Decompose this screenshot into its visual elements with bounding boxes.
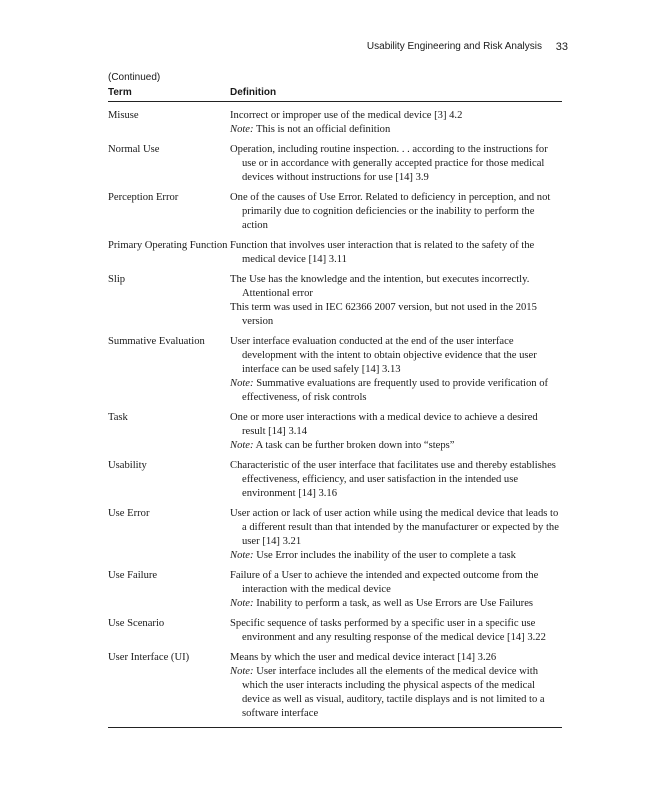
term-text: Normal Use <box>108 144 160 155</box>
page-number: 33 <box>555 41 568 53</box>
definition-paragraph <box>230 617 562 645</box>
table-row <box>108 236 562 270</box>
table-row <box>108 648 562 728</box>
table-row <box>108 140 562 188</box>
definition-paragraph <box>230 651 562 665</box>
definition-cell <box>230 236 562 270</box>
definition-paragraph <box>230 301 562 329</box>
table-row <box>108 456 562 504</box>
definition-text: Use Error includes the inability of the user to complete a task <box>253 550 516 561</box>
definition-note <box>230 597 562 611</box>
definition-text: User interface includes all the elements of the medical device with which the user interacts including the physical aspects of the medical device as well as visual, auditory, tactile displays and is not limited to a software interface <box>242 666 545 719</box>
definition-text: Incorrect or improper use of the medical device [3] 4.2 <box>230 110 463 121</box>
definition-text: One of the causes of Use Error. Related to deficiency in perception, and not primarily due to cognition deficiencies or the inability to perform the action <box>230 192 551 231</box>
definition-cell <box>230 566 562 614</box>
definition-cell <box>230 648 562 728</box>
definition-text: A task can be further broken down into “steps” <box>253 440 455 451</box>
definition-note <box>230 377 562 405</box>
definition-cell <box>230 456 562 504</box>
definition-paragraph <box>230 459 562 501</box>
definition-paragraph <box>230 109 562 123</box>
note-label: Note: <box>230 124 254 135</box>
term-text: Misuse <box>108 110 139 121</box>
term-cell <box>108 140 230 188</box>
table-row <box>108 408 562 456</box>
term-cell <box>108 332 230 408</box>
definition-text: Inability to perform a task, as well as Use Errors are Use Failures <box>253 598 534 609</box>
term-text: User Interface (UI) <box>108 652 190 663</box>
term-cell <box>108 236 230 270</box>
definition-paragraph <box>230 507 562 549</box>
term-cell <box>108 408 230 456</box>
term-cell <box>108 456 230 504</box>
note-label: Note: <box>230 598 254 609</box>
definition-cell <box>230 270 562 332</box>
term-text: Use Failure <box>108 570 158 581</box>
table-body <box>108 102 562 728</box>
continued-label: (Continued) <box>108 72 161 83</box>
definition-paragraph <box>230 191 562 233</box>
note-label: Note: <box>230 550 254 561</box>
terms-table <box>108 86 562 728</box>
term-cell <box>108 188 230 236</box>
term-text: Slip <box>108 274 126 285</box>
term-cell <box>108 102 230 141</box>
definition-note <box>230 549 562 563</box>
term-cell <box>108 648 230 728</box>
definition-text: Failure of a User to achieve the intended and expected outcome from the interaction with the medical device <box>230 570 539 595</box>
table-row <box>108 270 562 332</box>
definition-text: Characteristic of the user interface that facilitates use and thereby establishes effectiveness, efficiency, and user satisfaction in the intended use environment [14] 3.16 <box>230 460 556 499</box>
table-row <box>108 102 562 141</box>
definition-text: Means by which the user and medical device interact [14] 3.26 <box>230 652 497 663</box>
note-label: Note: <box>230 440 254 451</box>
definition-paragraph <box>230 143 562 185</box>
term-text: Usability <box>108 460 147 471</box>
definition-cell <box>230 332 562 408</box>
term-text: Use Error <box>108 508 150 519</box>
table-header-row <box>108 86 562 102</box>
term-text: Summative Evaluation <box>108 336 205 347</box>
definition-paragraph <box>230 239 562 267</box>
term-text: Primary Operating Function <box>108 240 228 251</box>
definition-paragraph <box>230 335 562 377</box>
definition-text: The Use has the knowledge and the intention, but executes incorrectly. Attentional error <box>230 274 530 299</box>
running-head: Usability Engineering and Risk Analysis <box>366 41 542 52</box>
table-row <box>108 614 562 648</box>
definition-paragraph <box>230 273 562 301</box>
definition-cell <box>230 102 562 141</box>
definition-text: One or more user interactions with a medical device to achieve a desired result [14] 3.14 <box>230 412 538 437</box>
definition-text: This is not an official definition <box>253 124 391 135</box>
definition-cell <box>230 408 562 456</box>
definition-text: User action or lack of user action while using the medical device that leads to a different result than that intended by the manufacturer or expected by the user [14] 3.21 <box>230 508 559 547</box>
term-text: Perception Error <box>108 192 179 203</box>
term-cell <box>108 614 230 648</box>
definition-cell <box>230 140 562 188</box>
definition-cell <box>230 504 562 566</box>
column-header-definition: Definition <box>230 86 562 102</box>
note-label: Note: <box>230 378 254 389</box>
page-header <box>108 39 570 55</box>
term-text: Use Scenario <box>108 618 165 629</box>
definition-text: User interface evaluation conducted at the end of the user interface development with the intent to obtain objective evidence that the user interface can be used safely [14] 3.13 <box>230 336 537 375</box>
definition-note <box>230 665 562 721</box>
column-header-term: Term <box>108 86 230 102</box>
definition-paragraph <box>230 569 562 597</box>
note-label: Note: <box>230 666 254 677</box>
definition-text: Function that involves user interaction that is related to the safety of the medical device [14] 3.11 <box>230 240 535 265</box>
term-cell <box>108 566 230 614</box>
term-cell <box>108 270 230 332</box>
definition-text: Summative evaluations are frequently used to provide verification of effectiveness, of risk controls <box>242 378 549 403</box>
definition-text: Operation, including routine inspection. . . according to the instructions for use or in accordance with generally accepted practice for those medical devices without instructions for use [14] 3.9 <box>230 144 548 183</box>
definition-text: Specific sequence of tasks performed by a specific user in a specific use environment and any resulting response of the medical device [14] 3.22 <box>230 618 546 643</box>
term-text: Task <box>108 412 128 423</box>
definition-note <box>230 439 562 453</box>
definition-cell <box>230 614 562 648</box>
term-cell <box>108 504 230 566</box>
table-row <box>108 332 562 408</box>
definition-cell <box>230 188 562 236</box>
table-row <box>108 566 562 614</box>
table-row <box>108 504 562 566</box>
definition-paragraph <box>230 411 562 439</box>
definition-note <box>230 123 562 137</box>
table-row <box>108 188 562 236</box>
definition-text: This term was used in IEC 62366 2007 version, but not used in the 2015 version <box>230 302 537 327</box>
